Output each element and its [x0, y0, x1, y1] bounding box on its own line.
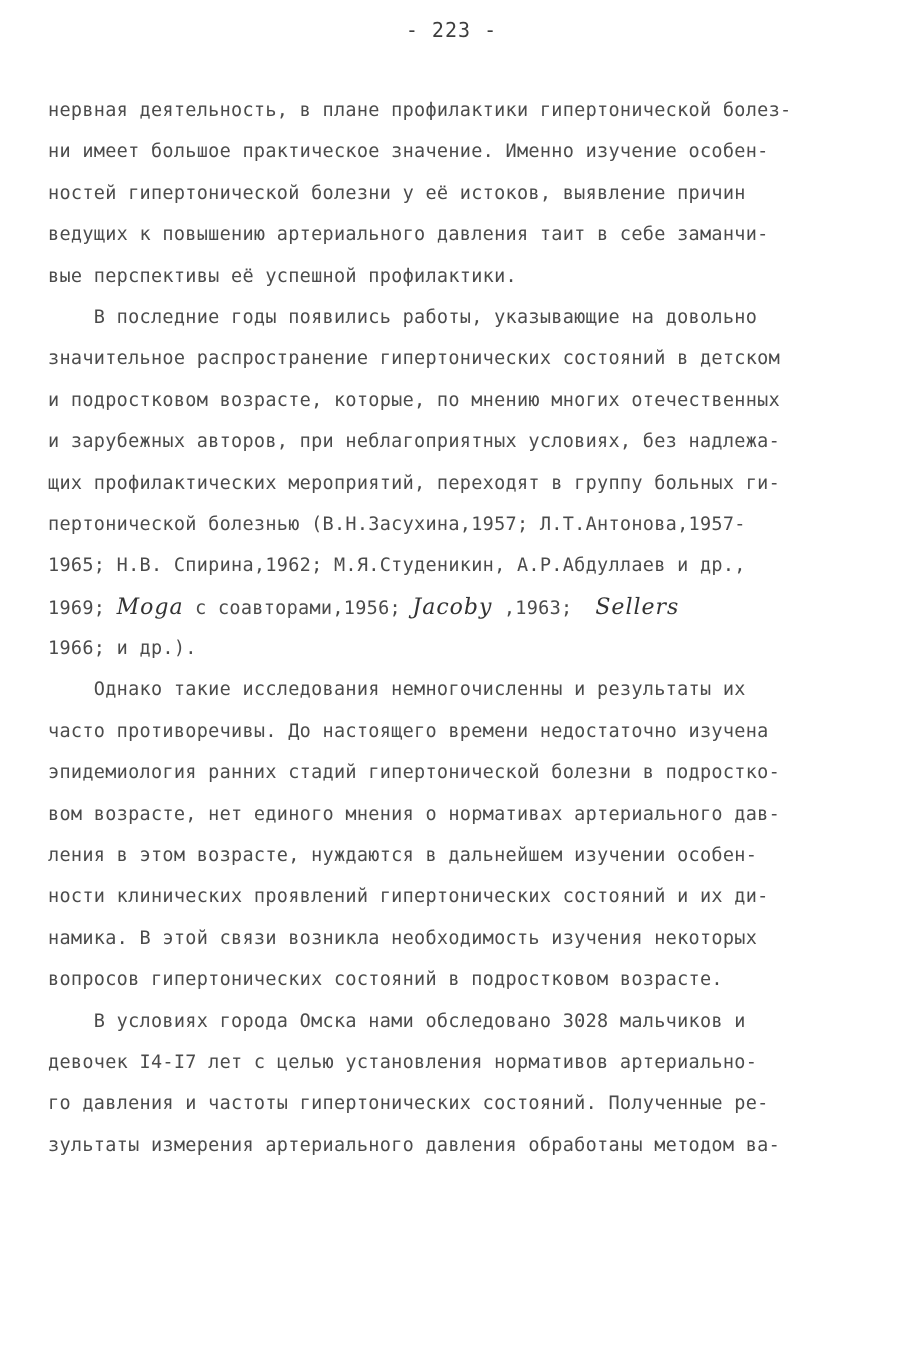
text-line: го давления и частоты гипертонических состояний. Полученные ре-: [48, 1093, 769, 1115]
text-line-with-handwritten-names: [48, 587, 868, 628]
body-text: [48, 90, 868, 1166]
text-line: В условиях города Омска нами обследовано 3028 мальчиков и: [48, 1010, 746, 1032]
text-line: ления в этом возрасте, нуждаются в дальнейшем изучении особен-: [48, 845, 758, 867]
handwritten-author-name: Sellers: [595, 594, 680, 620]
text-fragment: с соавторами,1956;: [183, 597, 413, 619]
text-fragment: ,1963;: [492, 597, 596, 619]
text-line: вопросов гипертонических состояний в подростковом возрасте.: [48, 969, 723, 991]
text-line: ведущих к повышению артериального давления таит в себе заманчи-: [48, 224, 769, 246]
text-line: пертонической болезнью (В.Н.Засухина,1957; Л.Т.Антонова,1957-: [48, 513, 746, 535]
text-line: и подростковом возрасте, которые, по мнению многих отечественных: [48, 389, 781, 411]
text-line: эпидемиология ранних стадий гипертонической болезни в подростко-: [48, 762, 781, 784]
text-line: вые перспективы её успешной профилактики.: [48, 265, 517, 287]
text-line: вом возрасте, нет единого мнения о нормативах артериального дав-: [48, 803, 781, 825]
text-line: 1965; Н.В. Спирина,1962; М.Я.Студеникин, А.Р.Абдуллаев и др.,: [48, 555, 746, 577]
handwritten-author-name: Moga: [116, 594, 184, 620]
text-line: Однако такие исследования немногочисленны и результаты их: [48, 679, 746, 701]
text-line: щих профилактических мероприятий, переходят в группу больных ги-: [48, 472, 781, 494]
text-fragment: 1969;: [48, 597, 117, 619]
text-line: значительное распространение гипертонических состояний в детском: [48, 348, 781, 370]
text-line: 1966; и др.).: [48, 638, 197, 660]
text-line: ности клинических проявлений гипертонических состояний и их ди-: [48, 886, 769, 908]
text-line: ни имеет большое практическое значение. Именно изучение особен-: [48, 141, 769, 163]
text-line: девочек I4-I7 лет с целью установления нормативов артериально-: [48, 1051, 758, 1073]
text-line: часто противоречивы. До настоящего времени недостаточно изучена: [48, 720, 769, 742]
page-number: - 223 -: [405, 18, 498, 42]
text-line: и зарубежных авторов, при неблагоприятных условиях, без надлежа-: [48, 431, 781, 453]
text-line: В последние годы появились работы, указывающие на довольно: [48, 306, 758, 328]
text-line: ностей гипертонической болезни у её истоков, выявление причин: [48, 182, 746, 204]
text-line: нервная деятельность, в плане профилактики гипертонической болез-: [48, 100, 792, 121]
text-line: зультаты измерения артериального давления обработаны методом ва-: [48, 1134, 781, 1156]
text-line: намика. В этой связи возникла необходимость изучения некоторых: [48, 927, 758, 949]
handwritten-author-name: Jacoby: [412, 594, 493, 620]
